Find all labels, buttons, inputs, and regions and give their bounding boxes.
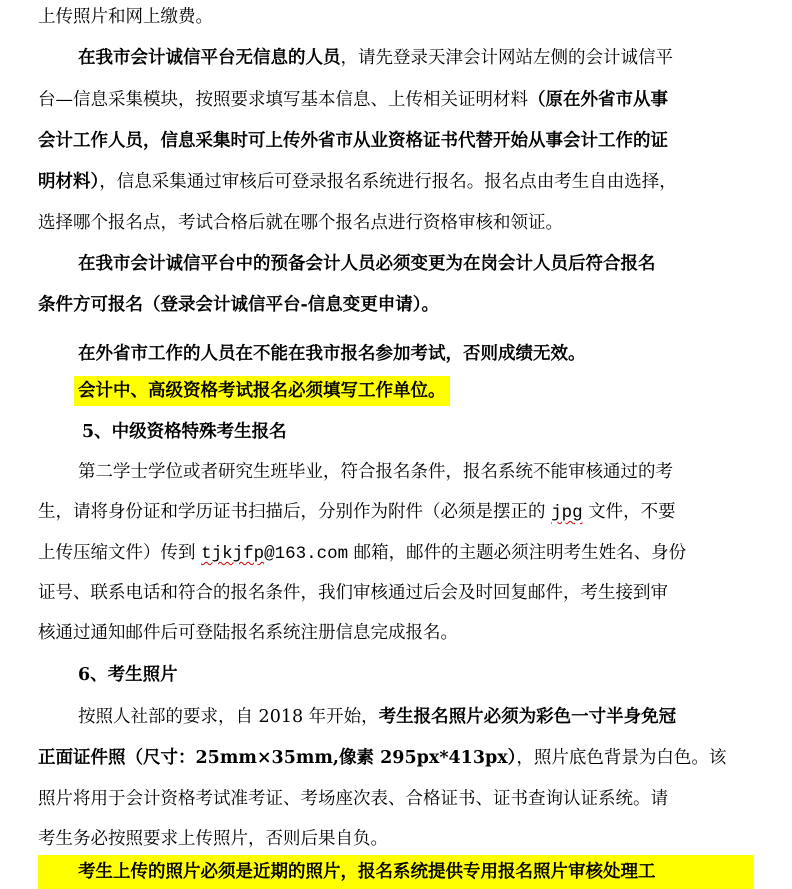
highlighted-line (38, 855, 753, 889)
bold-text: 会计工作人员，信息采集时可上传外省市从业资格证书代替开始从事会计工作的证 (38, 131, 668, 151)
paragraph-text: 照片将用于会计资格考试准考证、考场座次表、合格证书、证书查询认证系统。请 (38, 789, 668, 809)
text-line (38, 89, 753, 111)
section-heading (78, 664, 178, 686)
text-line (78, 47, 753, 69)
paragraph-text: 第二学士学位或者研究生班毕业，符合报名条件，报名系统不能审核通过的考 (78, 462, 673, 482)
bold-text: 在我市会计诚信平台中的预备会计人员必须变更为在岗会计人员后符合报名 (78, 254, 656, 274)
email-domain-text: @163.com (264, 544, 349, 564)
text-line (38, 828, 388, 850)
text-line (78, 343, 586, 365)
paragraph-text: 核通过通知邮件后可登陆报名系统注册信息完成报名。 (38, 623, 458, 643)
text-line (38, 294, 439, 316)
paragraph-text: ，请先登录天津会计网站左侧的会计诚信平 (340, 48, 673, 68)
bold-text: 正面证件照（尺寸：25mm×35mm,像素 295px*413px） (38, 748, 517, 768)
paragraph-text: 邮箱，邮件的主题必须注明考生姓名、身份 (348, 543, 687, 563)
highlighted-line (74, 374, 450, 408)
paragraph-text: 上传压缩文件）传到 (38, 543, 202, 563)
file-extension-text: jpg (551, 503, 583, 523)
paragraph-text: 按照人社部的要求，自 2018 年开始， (78, 707, 379, 727)
text-line (78, 253, 753, 275)
section-heading-text: 6、考生照片 (78, 665, 178, 685)
paragraph-text: ，信息采集通过审核后可登录报名系统进行报名。报名点由考生自由选择， (99, 172, 677, 192)
text-line (38, 171, 753, 193)
section-heading (82, 421, 287, 443)
bold-text: （原在外省市从事 (528, 90, 668, 110)
text-line (38, 130, 753, 152)
paragraph-text: 生，请将身份证和学历证书扫描后，分别作为附件（必须是摆正的 (38, 502, 552, 522)
highlighted-text: 考生上传的照片必须是近期的照片，报名系统提供专用报名照片审核处理工 (78, 862, 656, 882)
section-heading-text: 5、中级资格特殊考生报名 (82, 422, 287, 442)
text-line (38, 6, 213, 28)
text-line (78, 706, 753, 728)
text-line (38, 747, 753, 769)
paragraph-text: 选择哪个报名点，考试合格后就在哪个报名点进行资格审核和领证。 (38, 213, 563, 233)
bold-text: 明材料） (38, 172, 100, 192)
text-line (38, 582, 753, 604)
bold-text: 在我市会计诚信平台无信息的人员 (78, 48, 341, 68)
paragraph-text: 台—信息采集模块，按照要求填写基本信息、上传相关证明材料 (38, 90, 528, 110)
email-text: tjkjfp (201, 544, 265, 564)
paragraph-text: ，照片底色背景为白色。该 (516, 748, 727, 768)
text-line (38, 501, 753, 523)
text-line (38, 542, 753, 564)
paragraph-text: 文件，不要 (582, 502, 676, 522)
paragraph-text: 考生务必按照要求上传照片，否则后果自负。 (38, 829, 388, 849)
text-line (38, 788, 753, 810)
text-line (78, 461, 753, 483)
bold-text: 在外省市工作的人员在不能在我市报名参加考试，否则成绩无效。 (78, 344, 586, 364)
text-line (38, 622, 458, 644)
text-line (38, 212, 563, 234)
bold-text: 条件方可报名（登录会计诚信平台-信息变更申请）。 (38, 295, 440, 315)
paragraph-text: 证号、联系电话和符合的报名条件，我们审核通过后会及时回复邮件，考生接到审 (38, 583, 668, 603)
paragraph-text: 上传照片和网上缴费。 (38, 7, 213, 27)
bold-text: 考生报名照片必须为彩色一寸半身免冠 (378, 707, 677, 727)
highlighted-text: 会计中、高级资格考试报名必须填写工作单位。 (74, 376, 450, 406)
